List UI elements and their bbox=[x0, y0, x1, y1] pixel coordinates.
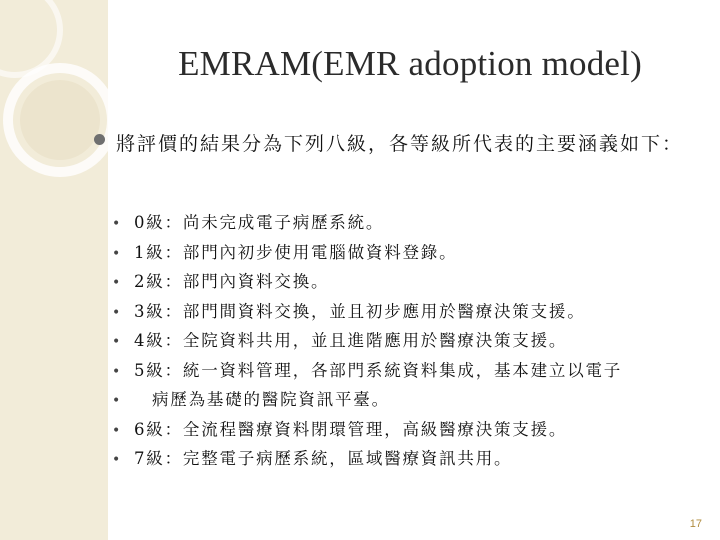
decorative-rings bbox=[0, 0, 200, 200]
list-item: • 0級：尚未完成電子病歷系統。 bbox=[112, 208, 622, 238]
bullet-icon: • bbox=[112, 363, 121, 380]
slide-title: EMRAM(EMR adoption model) bbox=[178, 44, 642, 83]
bullet-icon: • bbox=[112, 422, 121, 439]
bullet-icon: • bbox=[112, 275, 121, 291]
list-item: • 1級：部門內初步使用電腦做資料登錄。 bbox=[112, 238, 622, 268]
list-item: • 病歷為基礎的醫院資訊平臺。 bbox=[112, 385, 622, 415]
bullet-icon bbox=[94, 134, 105, 145]
bullet-icon: • bbox=[112, 452, 121, 468]
list-item: • 6級：全流程醫療資料閉環管理，高級醫療決策支援。 bbox=[112, 415, 622, 445]
list-item: • 7級：完整電子病歷系統，區域醫療資訊共用。 bbox=[112, 444, 622, 474]
bullet-icon: • bbox=[112, 245, 121, 262]
list-item: • 2級：部門內資料交換。 bbox=[112, 267, 622, 297]
list-item: • 4級：全院資料共用，並且進階應用於醫療決策支援。 bbox=[112, 326, 622, 356]
bullet-icon: • bbox=[112, 334, 121, 350]
lead-text: 將評價的結果分為下列八級，各等級所代表的主要涵義如下： bbox=[116, 133, 684, 155]
list-item: • 3級：部門間資料交換，並且初步應用於醫療決策支援。 bbox=[112, 297, 622, 327]
bullet-icon: • bbox=[112, 393, 121, 409]
bullet-icon: • bbox=[112, 304, 121, 321]
list-item: • 5級：統一資料管理，各部門系統資料集成，基本建立以電子 bbox=[112, 356, 622, 386]
level-list bbox=[112, 208, 622, 474]
bullet-icon: • bbox=[112, 216, 121, 232]
page-number: 17 bbox=[689, 518, 702, 530]
